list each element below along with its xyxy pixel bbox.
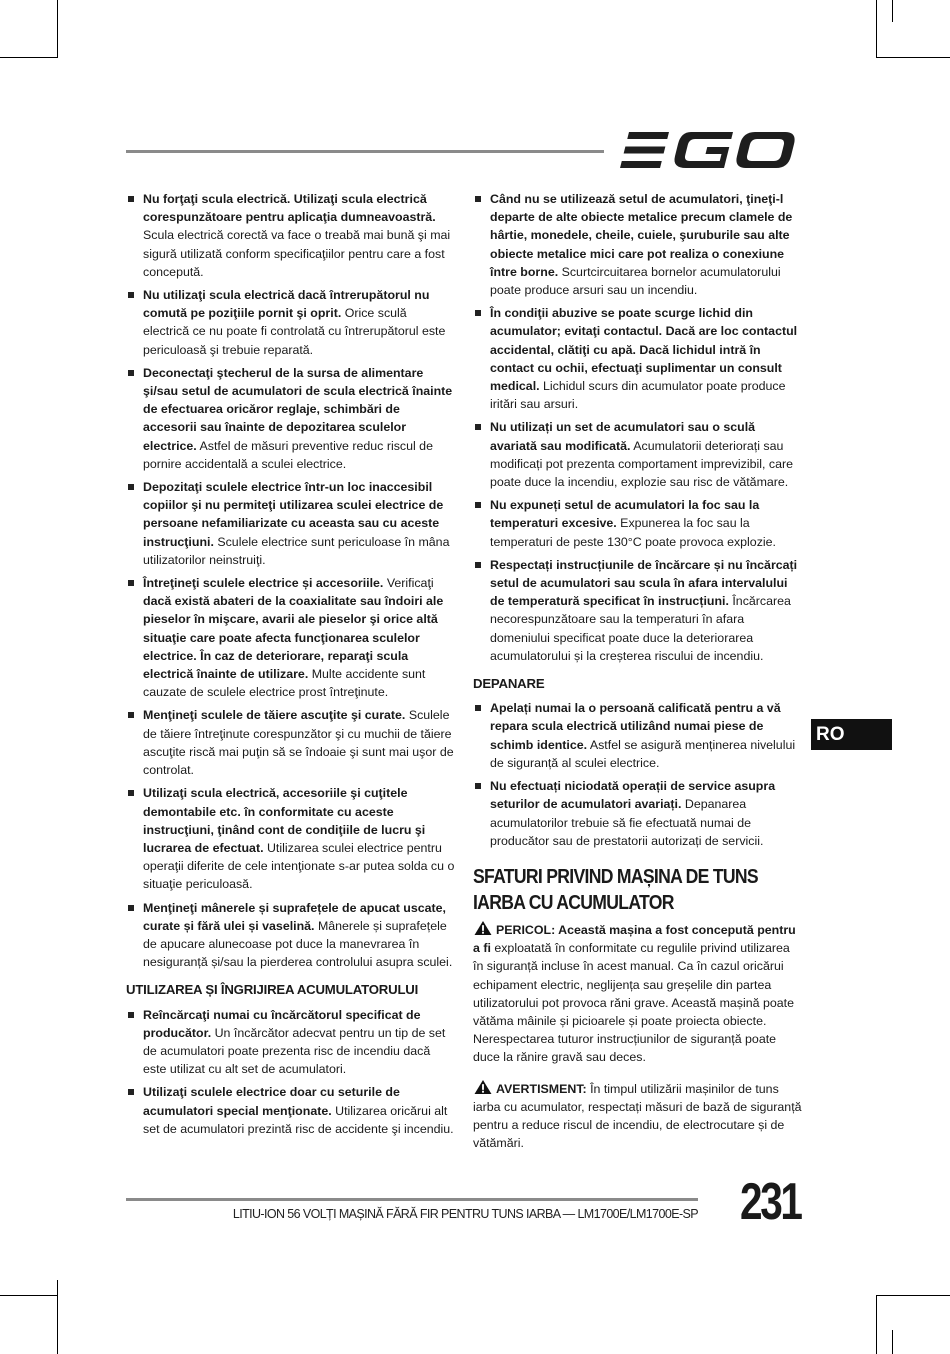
list-item: Apelați numai la o persoană calificată pentru a vă repara scula electrică utilizând numai piese de schimb identice. Astfel se asigură menținerea nivelului de siguranță al sculei electrice. bbox=[473, 699, 803, 772]
safety-list bbox=[126, 190, 456, 971]
left-column bbox=[126, 190, 456, 1143]
list-item: Nu forţaţi scula electrică. Utilizaţi scula electrică corespunzătoare pentru aplicaţia dumneavoastră. Scula electrică corectă va face o treabă mai bună şi mai sigură utilizată conform specificaţiilor pentru care a fost concepută. bbox=[126, 190, 456, 281]
list-item: Nu expuneți setul de acumulatori la foc sau la temperaturi excesive. Expunerea la foc sau la temperaturi de peste 130°C poate provoca explozie. bbox=[473, 496, 803, 551]
section-title: UTILIZAREA ȘI ÎNGRIJIREA ACUMULATORULUI bbox=[126, 982, 419, 998]
battery-safety-list bbox=[473, 190, 803, 665]
list-item: Nu utilizați un set de acumulatori sau o sculă avariată sau modificată. Acumulatorii deteriorați sau modificați pot prezenta comportament imprevizibil, care poate duce la incendiu, explozie sau risc de vătămare. bbox=[473, 418, 803, 491]
section-title: DEPANARE bbox=[473, 676, 545, 692]
header-rule bbox=[126, 150, 604, 153]
battery-list bbox=[126, 1006, 456, 1138]
crop-mark bbox=[0, 1295, 58, 1296]
crop-mark bbox=[57, 0, 58, 58]
danger-notice: PERICOL: Această mașina a fost concepută pentru a fi exploatată în conformitate cu regulile privind utilizarea în siguranță incluse în acest manual. Ca în cazul oricărui echipament electric, neglijența sau greșelile din partea utilizatorului pot provoca răni grave. Această mașină poate vătăma mâinile și picioarele și poate proiecta obiecte. Nerespectarea tuturor instrucțiunilor de siguranță poate duce la rănire gravă sau deces. bbox=[473, 920, 803, 1067]
crop-mark bbox=[57, 1280, 58, 1354]
list-item: Întreţineţi sculele electrice și accesoriile. Verificaţi dacă există abateri de la coaxialitate sau îndoiri ale pieselor în mişcare, avarii ale pieselor şi orice altă situaţie care poate afecta funcţionarea sculelor electrice. În caz de deteriorare, reparaţi scula electrică înainte de utilizare. Multe accidente sunt cauzate de sculele electrice prost întreţinute. bbox=[126, 574, 456, 701]
service-list bbox=[473, 699, 803, 850]
list-item: Deconectaţi ştecherul de la sursa de alimentare şi/sau setul de acumulatori de scula electrică înainte de efectuarea oricăror reglaje, schimbări de accesorii sau înainte de depozitarea sculelor electrice. Astfel de măsuri preventive reduc riscul de pornire accidentală a sculei electrice. bbox=[126, 364, 456, 473]
ego-logo bbox=[616, 128, 800, 172]
page-number: 231 bbox=[740, 1173, 801, 1231]
right-column bbox=[473, 190, 803, 1164]
footer-text: LITIU-ION 56 VOLȚI MAȘINĂ FĂRĂ FIR PENTRU TUNS IARBA — LM1700E/LM1700E-SP bbox=[232, 1207, 698, 1221]
crop-mark bbox=[892, 0, 893, 22]
footer-rule bbox=[126, 1198, 698, 1201]
list-item: Menţineţi sculele de tăiere ascuţite şi curate. Sculele de tăiere întreţinute corespunzător şi cu muchii de tăiere ascuţite riscă mai puţin să se îndoaie şi sunt mai uşor de controlat. bbox=[126, 706, 456, 779]
crop-mark bbox=[876, 1295, 950, 1296]
crop-mark bbox=[876, 57, 950, 58]
list-item: Menţineţi mânerele și suprafețele de apucat uscate, curate și fără ulei și vaselină. Mânerele și suprafețele de apucare alunecoase pot duce la manevrarea în nesiguranță și/sau la pierderea controlului asupra sculei. bbox=[126, 899, 456, 972]
list-item: Depozitaţi sculele electrice într-un loc inaccesibil copiilor şi nu permiteţi utilizarea sculei electrice de persoane nefamiliarizate cu aceasta sau cu aceste instrucţiuni. Sculele electrice sunt periculoase în mâna utilizatorilor neinstruiţi. bbox=[126, 478, 456, 569]
main-heading: SFATURI PRIVIND MAȘINA DE TUNS IARBA CU ACUMULATOR bbox=[473, 865, 758, 914]
crop-mark bbox=[876, 1295, 877, 1354]
crop-mark bbox=[892, 1330, 893, 1354]
warning-triangle-icon bbox=[473, 920, 493, 936]
language-tab: RO bbox=[811, 719, 892, 750]
list-item: Nu efectuați niciodată operații de service asupra seturilor de acumulatori avariați. Depanarea acumulatorilor trebuie să fie efectuată numai de producător sau de prestatorii autorizați de servicii. bbox=[473, 777, 803, 850]
list-item: Nu utilizaţi scula electrică dacă întrerupătorul nu comută pe poziţiile pornit şi oprit. Orice sculă electrică ce nu poate fi controlată cu întrerupătorul este periculoasă şi trebuie reparată. bbox=[126, 286, 456, 359]
crop-mark bbox=[876, 0, 877, 58]
list-item: Utilizaţi sculele electrice doar cu seturile de acumulatori special menţionate. Utilizarea oricărui alt set de acumulatori prezintă risc de accidente şi incendiu. bbox=[126, 1083, 456, 1138]
list-item: Reîncărcaţi numai cu încărcătorul specificat de producător. Un încărcător adecvat pentru un tip de set de acumulatori poate prezenta risc de incendiu dacă este utilizat cu alt set de acumulatori. bbox=[126, 1006, 456, 1079]
warning-notice: AVERTISMENT: În timpul utilizării mașinilor de tuns iarba cu acumulator, respectați măsuri de bază de siguranță pentru a reduce riscul de incendiu, de electrocutare și de vătămări. bbox=[473, 1079, 803, 1153]
crop-mark bbox=[0, 57, 58, 58]
list-item: În condiţii abuzive se poate scurge lichid din acumulator; evitaţi contactul. Dacă are loc contactul accidental, clătiţi cu apă. Dacă lichidul intră în contact cu ochii, efectuaţi suplimentar un consult medical. Lichidul scurs din acumulator poate produce iritări sau arsuri. bbox=[473, 304, 803, 413]
list-item: Utilizaţi scula electrică, accesoriile şi cuţitele demontabile etc. în conformitate cu aceste instrucţiuni, ţinând cont de condiţiile de lucru şi lucrarea de efectuat. Utilizarea sculei electrice pentru operaţii diferite de cele intenţionate s-ar putea solda cu o situaţie periculoasă. bbox=[126, 784, 456, 893]
warning-triangle-icon bbox=[473, 1079, 493, 1095]
list-item: Când nu se utilizează setul de acumulatori, ţineţi-l departe de alte obiecte metalice precum clamele de hârtie, monedele, cheile, cuiele, şuruburile sau alte obiecte metalice mici care pot realiza o conexiune între borne. Scurtcircuitarea bornelor acumulatorului poate produce arsuri sau un incendiu. bbox=[473, 190, 803, 299]
list-item: Respectați instrucțiunile de încărcare și nu încărcați setul de acumulatori sau scula în afara intervalului de temperatură specificat în instrucțiuni. Încărcarea necorespunzătoare sau la temperaturi în afara domeniului specificat poate duce la deteriorarea acumulatorului și la creșterea riscului de incendiu. bbox=[473, 556, 803, 665]
